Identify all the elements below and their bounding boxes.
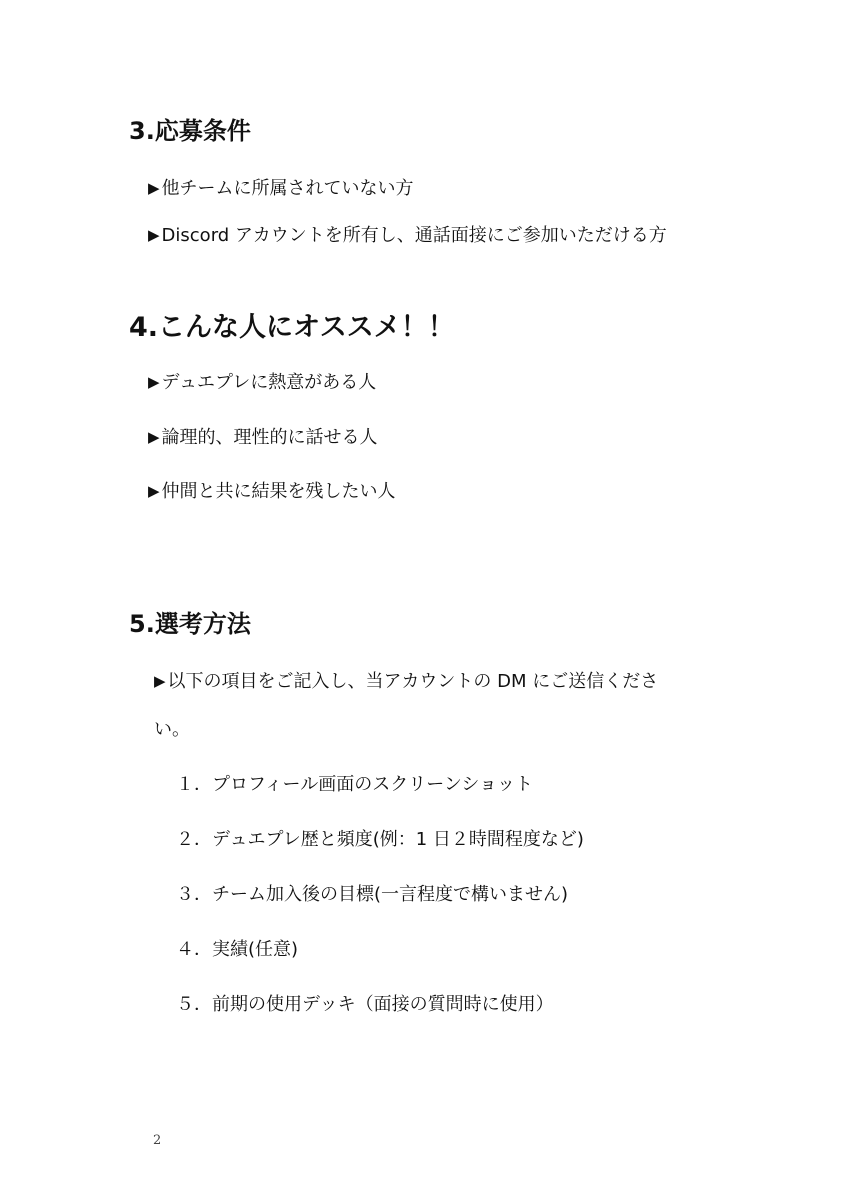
section-4-item-2: 論理的、理性的に話せる人 <box>161 427 378 448</box>
numbered-item <box>176 990 554 1016</box>
item-text: 前期の使用デッキ（面接の質問時に使用） <box>212 994 554 1015</box>
bullet-arrow-icon: ▶ <box>148 373 160 391</box>
section-5-intro-line-1: 以下の項目をご記入し、当アカウントの DM にご送信くださ <box>167 671 659 692</box>
numbered-item <box>176 770 533 796</box>
bullet-arrow-icon: ▶ <box>154 672 166 690</box>
bullet-arrow-icon: ▶ <box>148 179 160 197</box>
item-number: １． <box>176 774 212 795</box>
page-number: 2 <box>153 1133 162 1148</box>
section-4-item-3: 仲間と共に結果を残したい人 <box>161 481 396 502</box>
item-number: ２． <box>176 829 212 850</box>
section-4-heading: 4.こんな人にオススメ！！ <box>129 312 455 343</box>
item-text: プロフィール画面のスクリーンショット <box>212 774 534 795</box>
list-item <box>148 423 378 449</box>
numbered-item <box>176 880 568 906</box>
list-item <box>148 174 414 200</box>
list-item <box>148 368 376 394</box>
bullet-arrow-icon: ▶ <box>148 226 160 244</box>
section-4-item-1: デュエプレに熱意がある人 <box>161 372 377 393</box>
item-number: ３． <box>176 884 212 905</box>
section-3-item-1: 他チームに所属されていない方 <box>161 178 414 199</box>
item-text: チーム加入後の目標(一言程度で構いません) <box>212 884 569 905</box>
section-3-item-2: Discord アカウントを所有し、通話面接にご参加いただける方 <box>161 225 667 246</box>
section-5-intro-line-2: い。 <box>154 719 190 740</box>
item-text: 実績(任意) <box>212 939 299 960</box>
item-number: ４． <box>176 939 212 960</box>
bullet-arrow-icon: ▶ <box>148 428 160 446</box>
numbered-item <box>176 825 584 851</box>
item-text: デュエプレ歴と頻度(例：1 日２時間程度など) <box>212 829 584 850</box>
bullet-arrow-icon: ▶ <box>148 482 160 500</box>
section-3-heading: 3.応募条件 <box>129 117 251 145</box>
list-item <box>148 221 667 247</box>
section-5-intro <box>154 667 724 693</box>
list-item <box>148 477 396 503</box>
item-number: ５． <box>176 994 212 1015</box>
numbered-item <box>176 935 298 961</box>
section-5-heading: 5.選考方法 <box>129 610 251 638</box>
